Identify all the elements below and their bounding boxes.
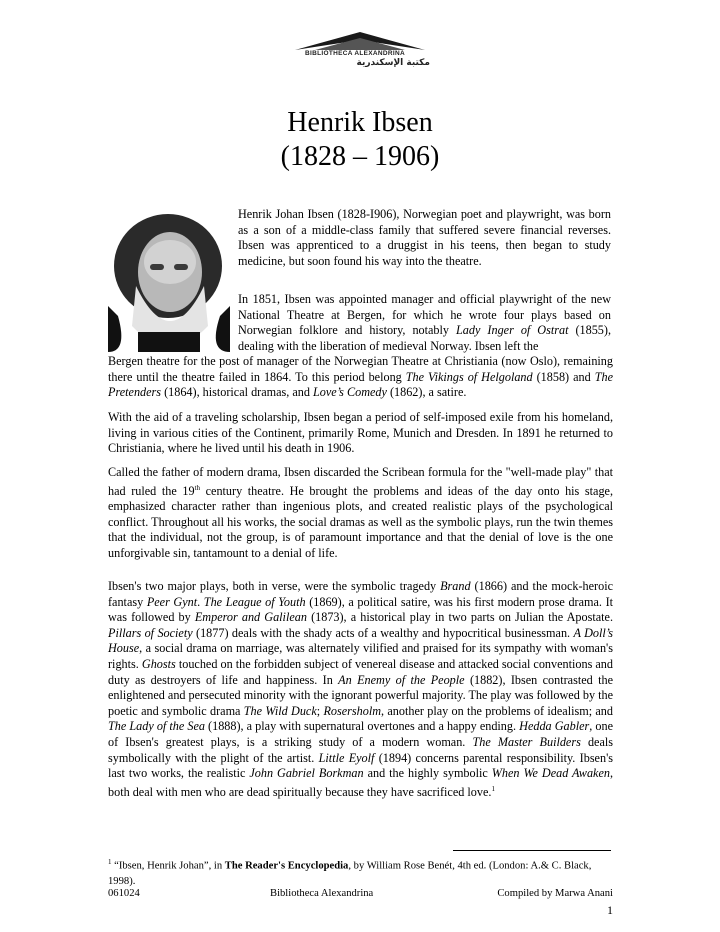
paragraph-4: Called the father of modern drama, Ibsen discarded the Scribean formula for the "well-made play" that had ruled the 19th century theatre. He brought the problems and ideas of the day onto his stage, emphasized character rather than ingenious plots, and created realistic plays of the psychological conflict. Throughout all his works, the social dramas as well as the symbolic plays, run the twin themes that the individual, not the group, is of paramount importance and that the denial of love is the one unforgivable sin, tantamount to a denial of life. [108, 465, 613, 561]
title-name: Henrik Ibsen [287, 107, 433, 138]
footer-compiled: Compiled by Marwa Anani [497, 888, 613, 899]
footnote-rule [453, 850, 611, 851]
paragraph-2-top: In 1851, Ibsen was appointed manager and official playwright of the new National Theatre at Bergen, for which he wrote four plays based on Norwegian folklore and history, notably Lady Inger of Ostrat (1855), dealing with the liberation of medieval Norway. Ibsen left the [238, 292, 612, 353]
page-title [0, 106, 720, 174]
footnote-reference[interactable]: 1 [491, 784, 495, 793]
footnote-source: The Reader's Encyclopedia [224, 860, 349, 872]
paragraph-3: With the aid of a traveling scholarship, Ibsen began a period of self-imposed exile from his homeland, living in various cities of the Continent, primarily Rome, Munich and Dresden. In 1891 he returned to Christiania, where he lived until his death in 1906. [108, 410, 613, 456]
page-number: 1 [607, 903, 613, 917]
title-loves-comedy: Love’s Comedy [313, 385, 387, 400]
title-lady-inger: Lady Inger of Ostrat [456, 323, 569, 338]
logo-text: BIBLIOTHECA ALEXANDRINA [305, 50, 405, 57]
title-dates: (1828 – 1906) [280, 141, 440, 172]
footer-institution: Bibliotheca Alexandrina [270, 888, 374, 899]
paragraph-5: Ibsen's two major plays, both in verse, were the symbolic tragedy Brand (1866) and the mock-heroic fantasy Peer Gynt. The League of Youth (1869), a political satire, was his first modern prose drama. It was followed by Emperor and Galilean (1873), a historical play in two parts on Julian the Apostate. Pillars of Society (1877) deals with the shady acts of a wealthy and hypocritical businessman. A Doll’s House, a social drama on marriage, was alternately vilified and praised for its sympathy with woman's rights. Ghosts touched on the forbidden subject of venereal disease and attacked social conventions and duty as destroyers of life and happiness. In An Enemy of the People (1882), Ibsen contrasted the enlightened and persecuted minority with the ignorant powerful majority. The play was followed by the poetic and symbolic drama The Wild Duck; Rosersholm, another play on the problems of idealism; and The Lady of the Sea (1888), a play with supernatural overtones and a happy ending. Hedda Gabler, one of Ibsen's greatest plays, is a striking study of a modern woman. The Master Builders deals symbolically with the plight of the artist. Little Eyolf (1894) concerns parental responsibility. Ibsen's last two works, the realistic John Gabriel Borkman and the highly symbolic When We Dead Awaken, both deal with men who are dead spiritually because they have sacrificed love.$^1$ [108, 579, 614, 799]
ibsen-portrait-image [108, 206, 230, 352]
footnote: $^1$ “Ibsen, Henrik Johan”, in The Reader's Encyclopedia, by William Rose Benét, 4th ed. (London: A.& C. Black, 1998). [108, 858, 592, 887]
paragraph-1: Henrik Johan Ibsen (1828-I906), Norwegian poet and playwright, was born as a son of a middle-class family that suffered severe financial reverses. Ibsen was apprenticed to a druggist in his teens, then began to study medicine, but soon found his way into the theatre. [238, 207, 611, 268]
footer-code: 061024 [108, 888, 140, 899]
title-vikings: The Vikings of Helgoland [405, 369, 533, 384]
logo-arabic-text: مكتبة الإسكندرية [356, 58, 430, 68]
paragraph-2-bottom: Bergen theatre for the post of manager of the Norwegian Theatre at Christiania (now Oslo), remaining there until the theatre failed in 1864. To this period belong The Vikings of Helgoland (1858) and The Pretenders (1864), historical dramas, and Love’s Comedy (1862), a satire. [108, 354, 613, 400]
title-pretenders: The Pretenders [108, 369, 613, 400]
